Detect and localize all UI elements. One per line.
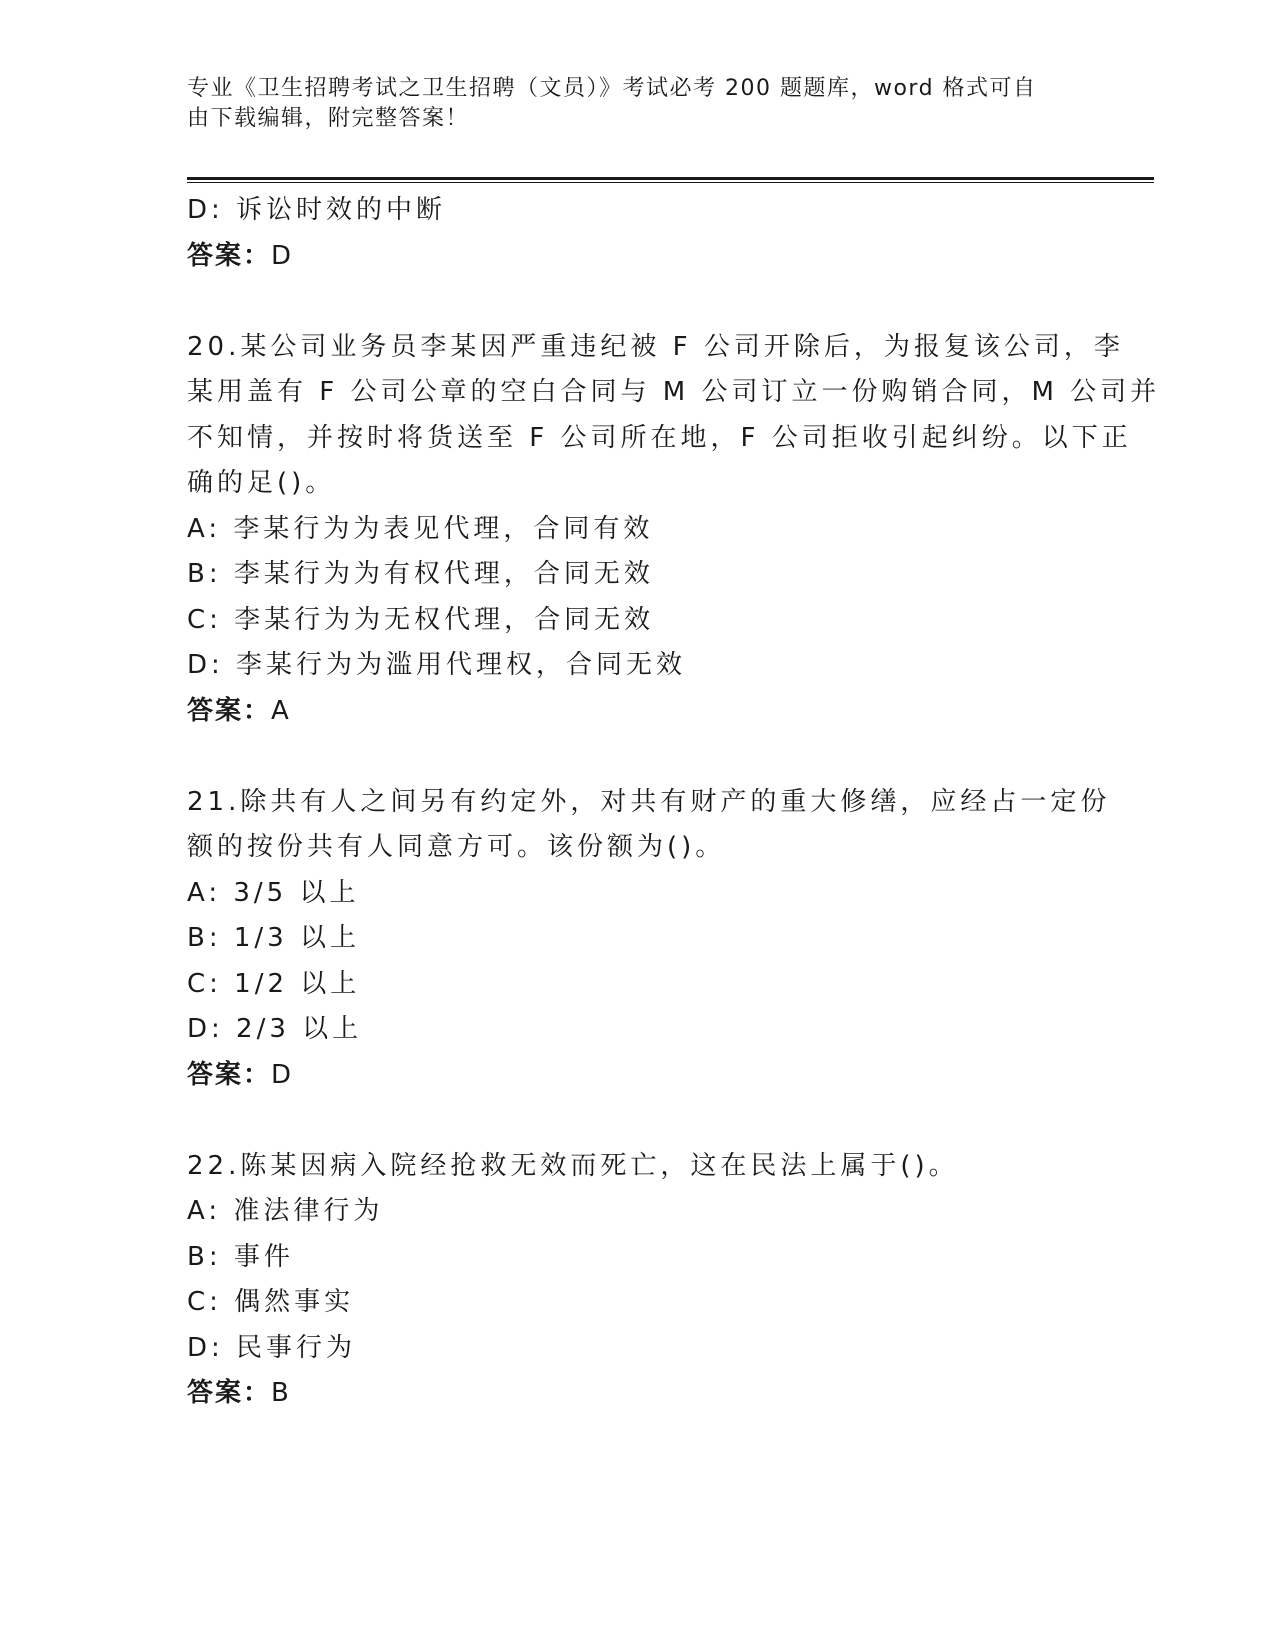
- question-21-line-1: 21.除共有人之间另有约定外，对共有财产的重大修缮，应经占一定份: [187, 786, 1111, 817]
- question-21-option-b: B: 1/3 以上: [187, 923, 360, 953]
- question-22-line-1: 22.陈某因病入院经抢救无效而死亡，这在民法上属于()。: [187, 1150, 959, 1181]
- answer-label: 答案：: [187, 695, 272, 726]
- answer-label: 答案：: [187, 240, 272, 271]
- question-22-option-b: B: 事件: [187, 1241, 294, 1272]
- header-divider-thin: [187, 182, 1154, 183]
- question-22: [187, 1144, 1087, 1417]
- header-line-1: 专业《卫生招聘考试之卫生招聘（文员）》考试必考 200 题题库，word 格式可自: [187, 76, 1037, 101]
- question-20-line-3: 不知情，并按时将货送至 F 公司所在地，F 公司拒收引起纠纷。以下正: [187, 422, 1132, 453]
- page-header: [187, 74, 1067, 134]
- question-20-line-2: 某用盖有 F 公司公章的空白合同与 M 公司订立一份购销合同，M 公司并: [187, 377, 1161, 407]
- question-20-option-d: D: 李某行为为滥用代理权，合同无效: [187, 650, 687, 680]
- spacer: [187, 734, 1087, 780]
- question-22-option-a: A: 准法律行为: [187, 1196, 384, 1226]
- spacer: [187, 1098, 1087, 1144]
- answer-label: 答案：: [187, 1378, 272, 1408]
- question-20-option-a: A: 李某行为为表见代理，合同有效: [187, 513, 654, 544]
- answer-value: D: [271, 240, 294, 271]
- prev-answer: [187, 234, 1087, 280]
- question-21-option-c: C: 1/2 以上: [187, 968, 361, 999]
- question-21-option-a: A: 3/5 以上: [187, 877, 360, 908]
- question-21-answer: [187, 1053, 1087, 1099]
- question-21-line-2: 额的按份共有人同意方可。该份额为()。: [187, 832, 726, 862]
- header-line-2: 由下载编辑，附完整答案！: [187, 106, 470, 131]
- question-21-option-d: D: 2/3 以上: [187, 1014, 363, 1044]
- question-22-option-d: D: 民事行为: [187, 1332, 357, 1363]
- question-20-line-1: 20.某公司业务员李某因严重违纪被 F 公司开除后，为报复该公司，李: [187, 331, 1124, 362]
- question-content: [187, 188, 1161, 1417]
- header-divider-thick: [187, 177, 1154, 180]
- question-20-option-c: C: 李某行为为无权代理，合同无效: [187, 604, 655, 635]
- answer-value: A: [271, 695, 291, 726]
- question-22-answer: [187, 1371, 1087, 1417]
- answer-label: 答案：: [187, 1059, 272, 1090]
- prev-option-d: D: 诉讼时效的中断: [187, 195, 447, 225]
- question-20-option-b: B: 李某行为为有权代理，合同无效: [187, 559, 654, 589]
- question-21: [187, 780, 1111, 1099]
- question-20-answer: [187, 689, 1087, 735]
- spacer: [187, 279, 1087, 325]
- question-20-line-4: 确的足()。: [187, 468, 336, 498]
- question-20: [187, 325, 1161, 735]
- answer-value: D: [271, 1059, 294, 1090]
- question-22-option-c: C: 偶然事实: [187, 1287, 355, 1317]
- answer-value: B: [271, 1378, 291, 1408]
